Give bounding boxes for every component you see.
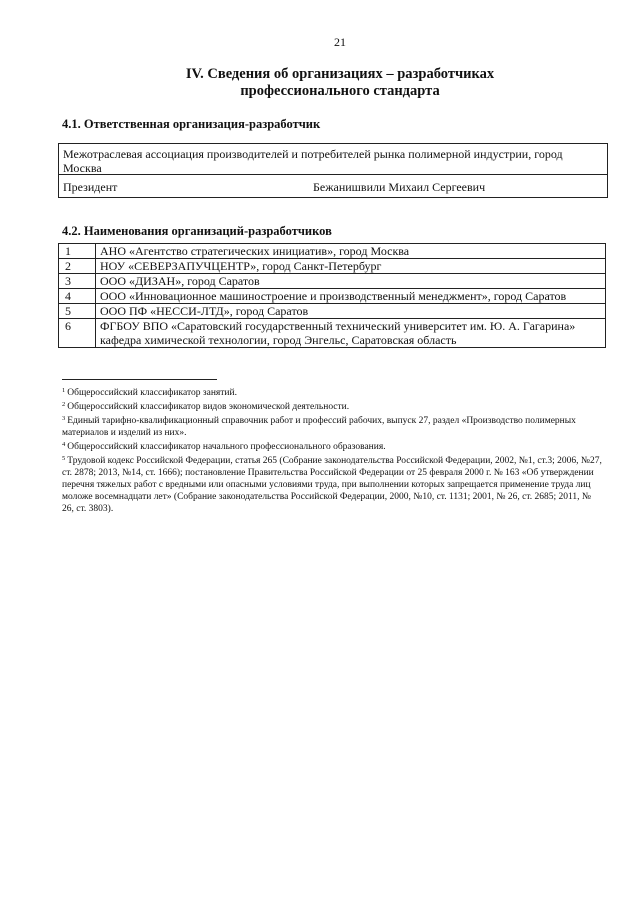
org-name: ООО ПФ «НЕССИ-ЛТД», город Саратов: [96, 304, 606, 319]
footnote-text: Трудовой кодекс Российской Федерации, статья 265 (Собрание законодательства Российской Федерации, 2002, №1, ст.3; 2006, №27, ст. 2878; 2013, №14, ст. 1666); постановление Правительства Российской Федерации от 25 февраля 2000 г. № 163 «Об утверждении перечня тяжелых работ с вредными или опасными условиями труда, при выполнении которых запрещается применение труда лиц моложе восемнадцати лет» (Собрание законодательства Российской Федерации, 2000, №10, ст. 1131; 2001, № 26, ст. 2685; 2011, № 26, ст. 3803).: [62, 456, 602, 514]
footnote-mark: 2: [62, 401, 66, 408]
page-number: 21: [334, 35, 346, 49]
responsible-org-name: Межотраслевая ассоциация производителей и потребителей рынка полимерной индустрии, город Москва: [63, 147, 563, 175]
table-row: [59, 259, 606, 274]
footnote: [62, 453, 602, 515]
responsible-org-row: [59, 144, 607, 175]
row-number: 6: [59, 319, 96, 348]
table-row: [59, 289, 606, 304]
org-name: ФГБОУ ВПО «Саратовский государственный технический университет им. Ю. А. Гагарина» кафедра химической технологии, город Энгельс, Саратовская область: [96, 319, 606, 348]
org-name: ООО «ДИЗАН», город Саратов: [96, 274, 606, 289]
footnote: [62, 385, 602, 399]
footnote-text: Единый тарифно-квалификационный справочник работ и профессий рабочих, выпуск 27, раздел «Производство полимерных материалов и изделий из них».: [62, 416, 576, 438]
org-name: ООО «Инновационное машиностроение и производственный менеджмент», город Саратов: [96, 289, 606, 304]
footnote-text: Общероссийский классификатор занятий.: [67, 388, 237, 398]
footnotes: [62, 385, 602, 515]
developer-orgs-heading: 4.2. Наименования организаций-разработчиков: [62, 224, 332, 238]
responsible-person-row: [59, 175, 607, 197]
section-title-line-1: IV. Сведения об организациях – разработчиках: [185, 66, 495, 82]
table-row: [59, 244, 606, 259]
row-number: 5: [59, 304, 96, 319]
row-number: 1: [59, 244, 96, 259]
developer-orgs-table: [58, 243, 606, 348]
footnote-separator: [62, 379, 217, 380]
table-row: [59, 274, 606, 289]
responsible-person-name: Бежанишвили Михаил Сергеевич: [313, 180, 486, 194]
footnote-mark: 5: [62, 455, 66, 462]
row-number: 4: [59, 289, 96, 304]
row-number: 3: [59, 274, 96, 289]
org-name: АНО «Агентство стратегических инициатив», город Москва: [96, 244, 606, 259]
footnote-mark: 4: [62, 441, 66, 448]
responsible-org-table: [58, 143, 608, 198]
org-name: НОУ «СЕВЕРЗАПУЧЦЕНТР», город Санкт-Петербург: [96, 259, 606, 274]
footnote-mark: 1: [62, 387, 66, 394]
footnote: [62, 413, 602, 439]
footnote-mark: 3: [62, 415, 66, 422]
footnote-text: Общероссийский классификатор видов экономической деятельности.: [67, 402, 350, 412]
section-title: [0, 66, 640, 100]
table-row: [59, 304, 606, 319]
responsible-person-role: Президент: [63, 180, 118, 194]
footnote: [62, 399, 602, 413]
table-row: [59, 319, 606, 348]
footnote-text: Общероссийский классификатор начального профессионального образования.: [67, 442, 386, 452]
footnote: [62, 439, 602, 453]
row-number: 2: [59, 259, 96, 274]
section-title-line-2: профессионального стандарта: [240, 83, 440, 99]
responsible-org-heading: 4.1. Ответственная организация-разработчик: [62, 117, 321, 131]
